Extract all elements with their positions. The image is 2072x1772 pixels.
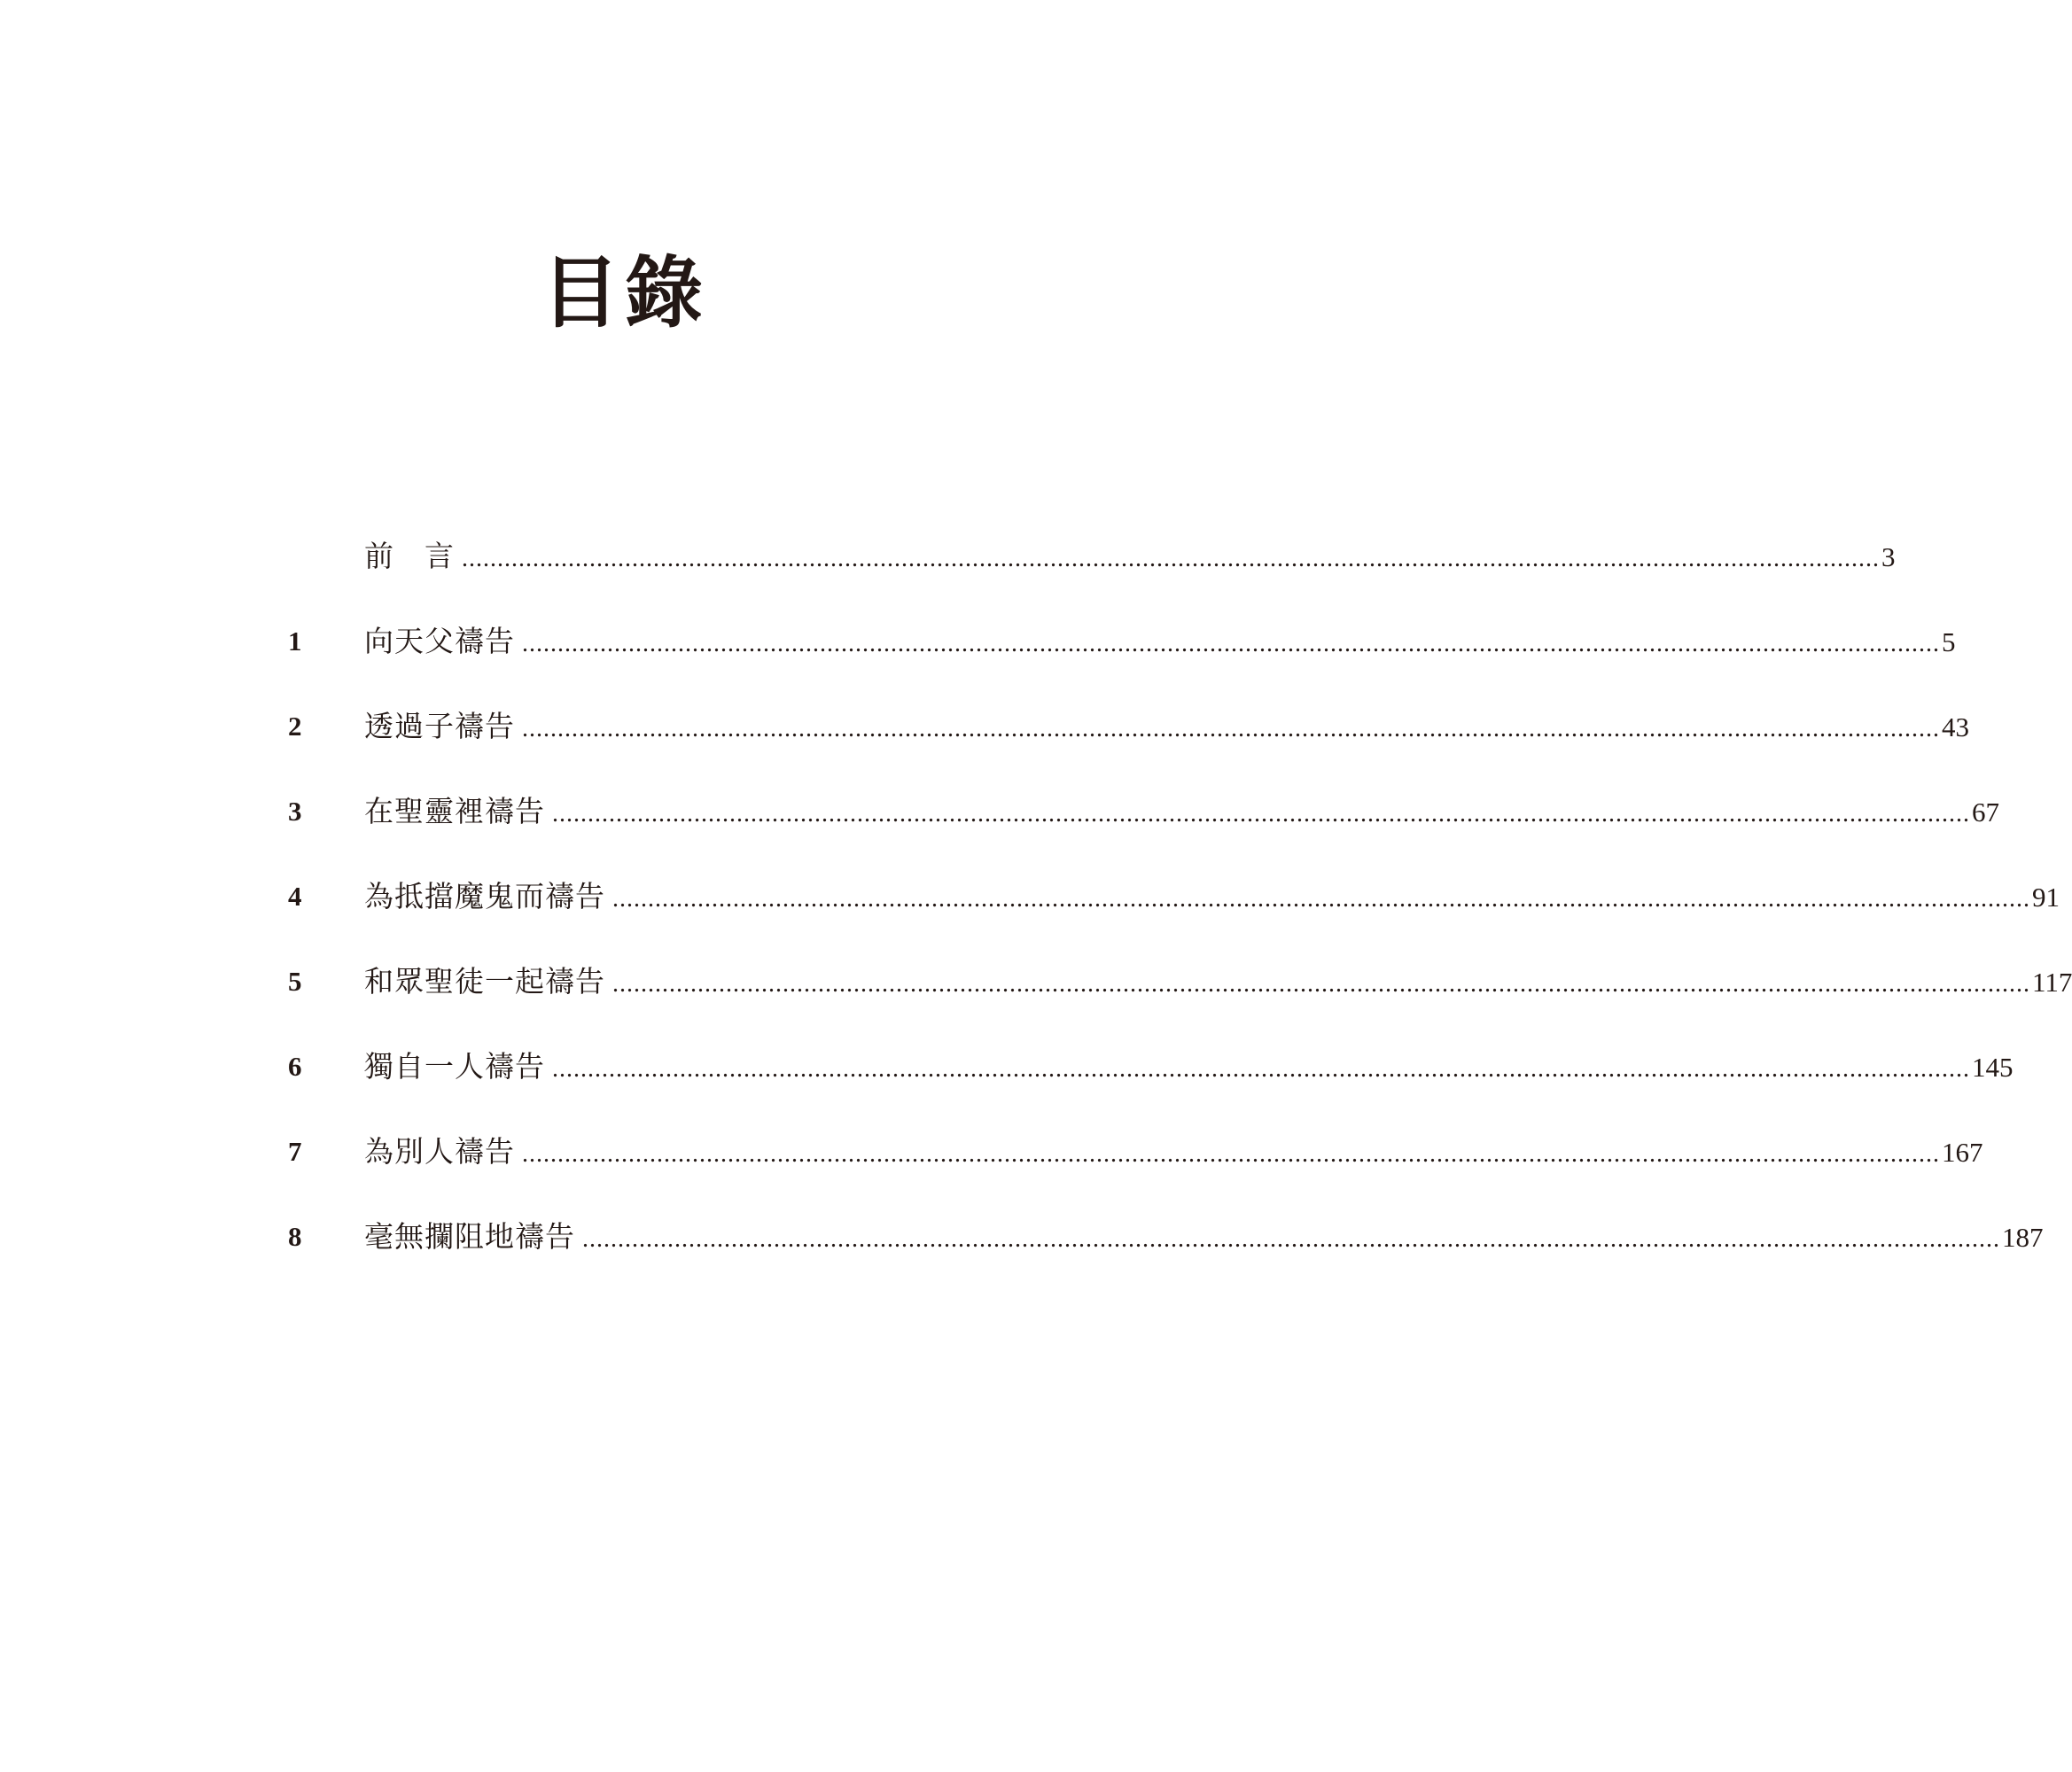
toc-entry-chapter-7 — [288, 1125, 1983, 1210]
dot-leader: ........................................................................................................................................................................................................ — [552, 1055, 1970, 1083]
toc-title: 和眾聖徒一起禱告 — [364, 964, 605, 999]
dot-leader: ........................................................................................................................................................................................................ — [612, 885, 2030, 913]
toc-entry-chapter-8 — [288, 1210, 2044, 1295]
toc-title: 向天父禱告 — [364, 624, 515, 658]
toc-title: 為抵擋魔鬼而禱告 — [364, 879, 605, 913]
dot-leader: ........................................................................................................................................................................................................ — [612, 970, 2030, 998]
toc-title: 透過子禱告 — [364, 709, 515, 743]
toc-number: 6 — [288, 1051, 302, 1082]
toc-page-number: 3 — [1881, 541, 1896, 572]
toc-page-number: 167 — [1942, 1137, 1983, 1168]
toc-entry-chapter-5 — [288, 955, 2072, 1040]
dot-leader: ........................................................................................................................................................................................................ — [522, 630, 1940, 657]
dot-leader: ........................................................................................................................................................................................................ — [462, 545, 1880, 572]
dot-leader: ........................................................................................................................................................................................................ — [552, 800, 1970, 828]
toc-page-number: 67 — [1972, 797, 1999, 828]
toc-page-number: 5 — [1942, 626, 1956, 657]
toc-entry-chapter-2 — [288, 700, 1969, 785]
toc-page-number: 187 — [2002, 1222, 2044, 1253]
page-title: 目錄 — [541, 246, 708, 338]
toc-number: 1 — [288, 626, 302, 657]
toc-title: 前 言 — [364, 539, 455, 573]
toc-page-number: 145 — [1972, 1052, 2014, 1083]
toc-title: 為別人禱告 — [364, 1134, 515, 1169]
toc-entry-preface — [288, 530, 1896, 615]
toc-title: 在聖靈裡禱告 — [364, 794, 545, 828]
toc-entry-chapter-4 — [288, 870, 2060, 955]
toc-number: 2 — [288, 711, 302, 742]
toc-title: 獨自一人禱告 — [364, 1049, 545, 1084]
toc-entry-chapter-6 — [288, 1040, 2014, 1125]
dot-leader: ........................................................................................................................................................................................................ — [522, 1140, 1940, 1168]
toc-entry-chapter-3 — [288, 785, 1999, 870]
toc-number: 4 — [288, 881, 302, 912]
toc-title: 毫無攔阻地禱告 — [364, 1219, 575, 1254]
toc-number: 7 — [288, 1136, 302, 1167]
toc-page-number: 117 — [2032, 967, 2072, 998]
toc-number: 5 — [288, 966, 302, 997]
toc-page-number: 91 — [2032, 882, 2060, 913]
toc-number: 8 — [288, 1221, 302, 1252]
toc-number: 3 — [288, 796, 302, 827]
dot-leader: ........................................................................................................................................................................................................ — [582, 1225, 2000, 1253]
toc-entry-chapter-1 — [288, 615, 1956, 700]
toc-page-number: 43 — [1942, 711, 1969, 742]
table-of-contents — [288, 530, 2072, 1295]
dot-leader: ........................................................................................................................................................................................................ — [522, 715, 1940, 742]
